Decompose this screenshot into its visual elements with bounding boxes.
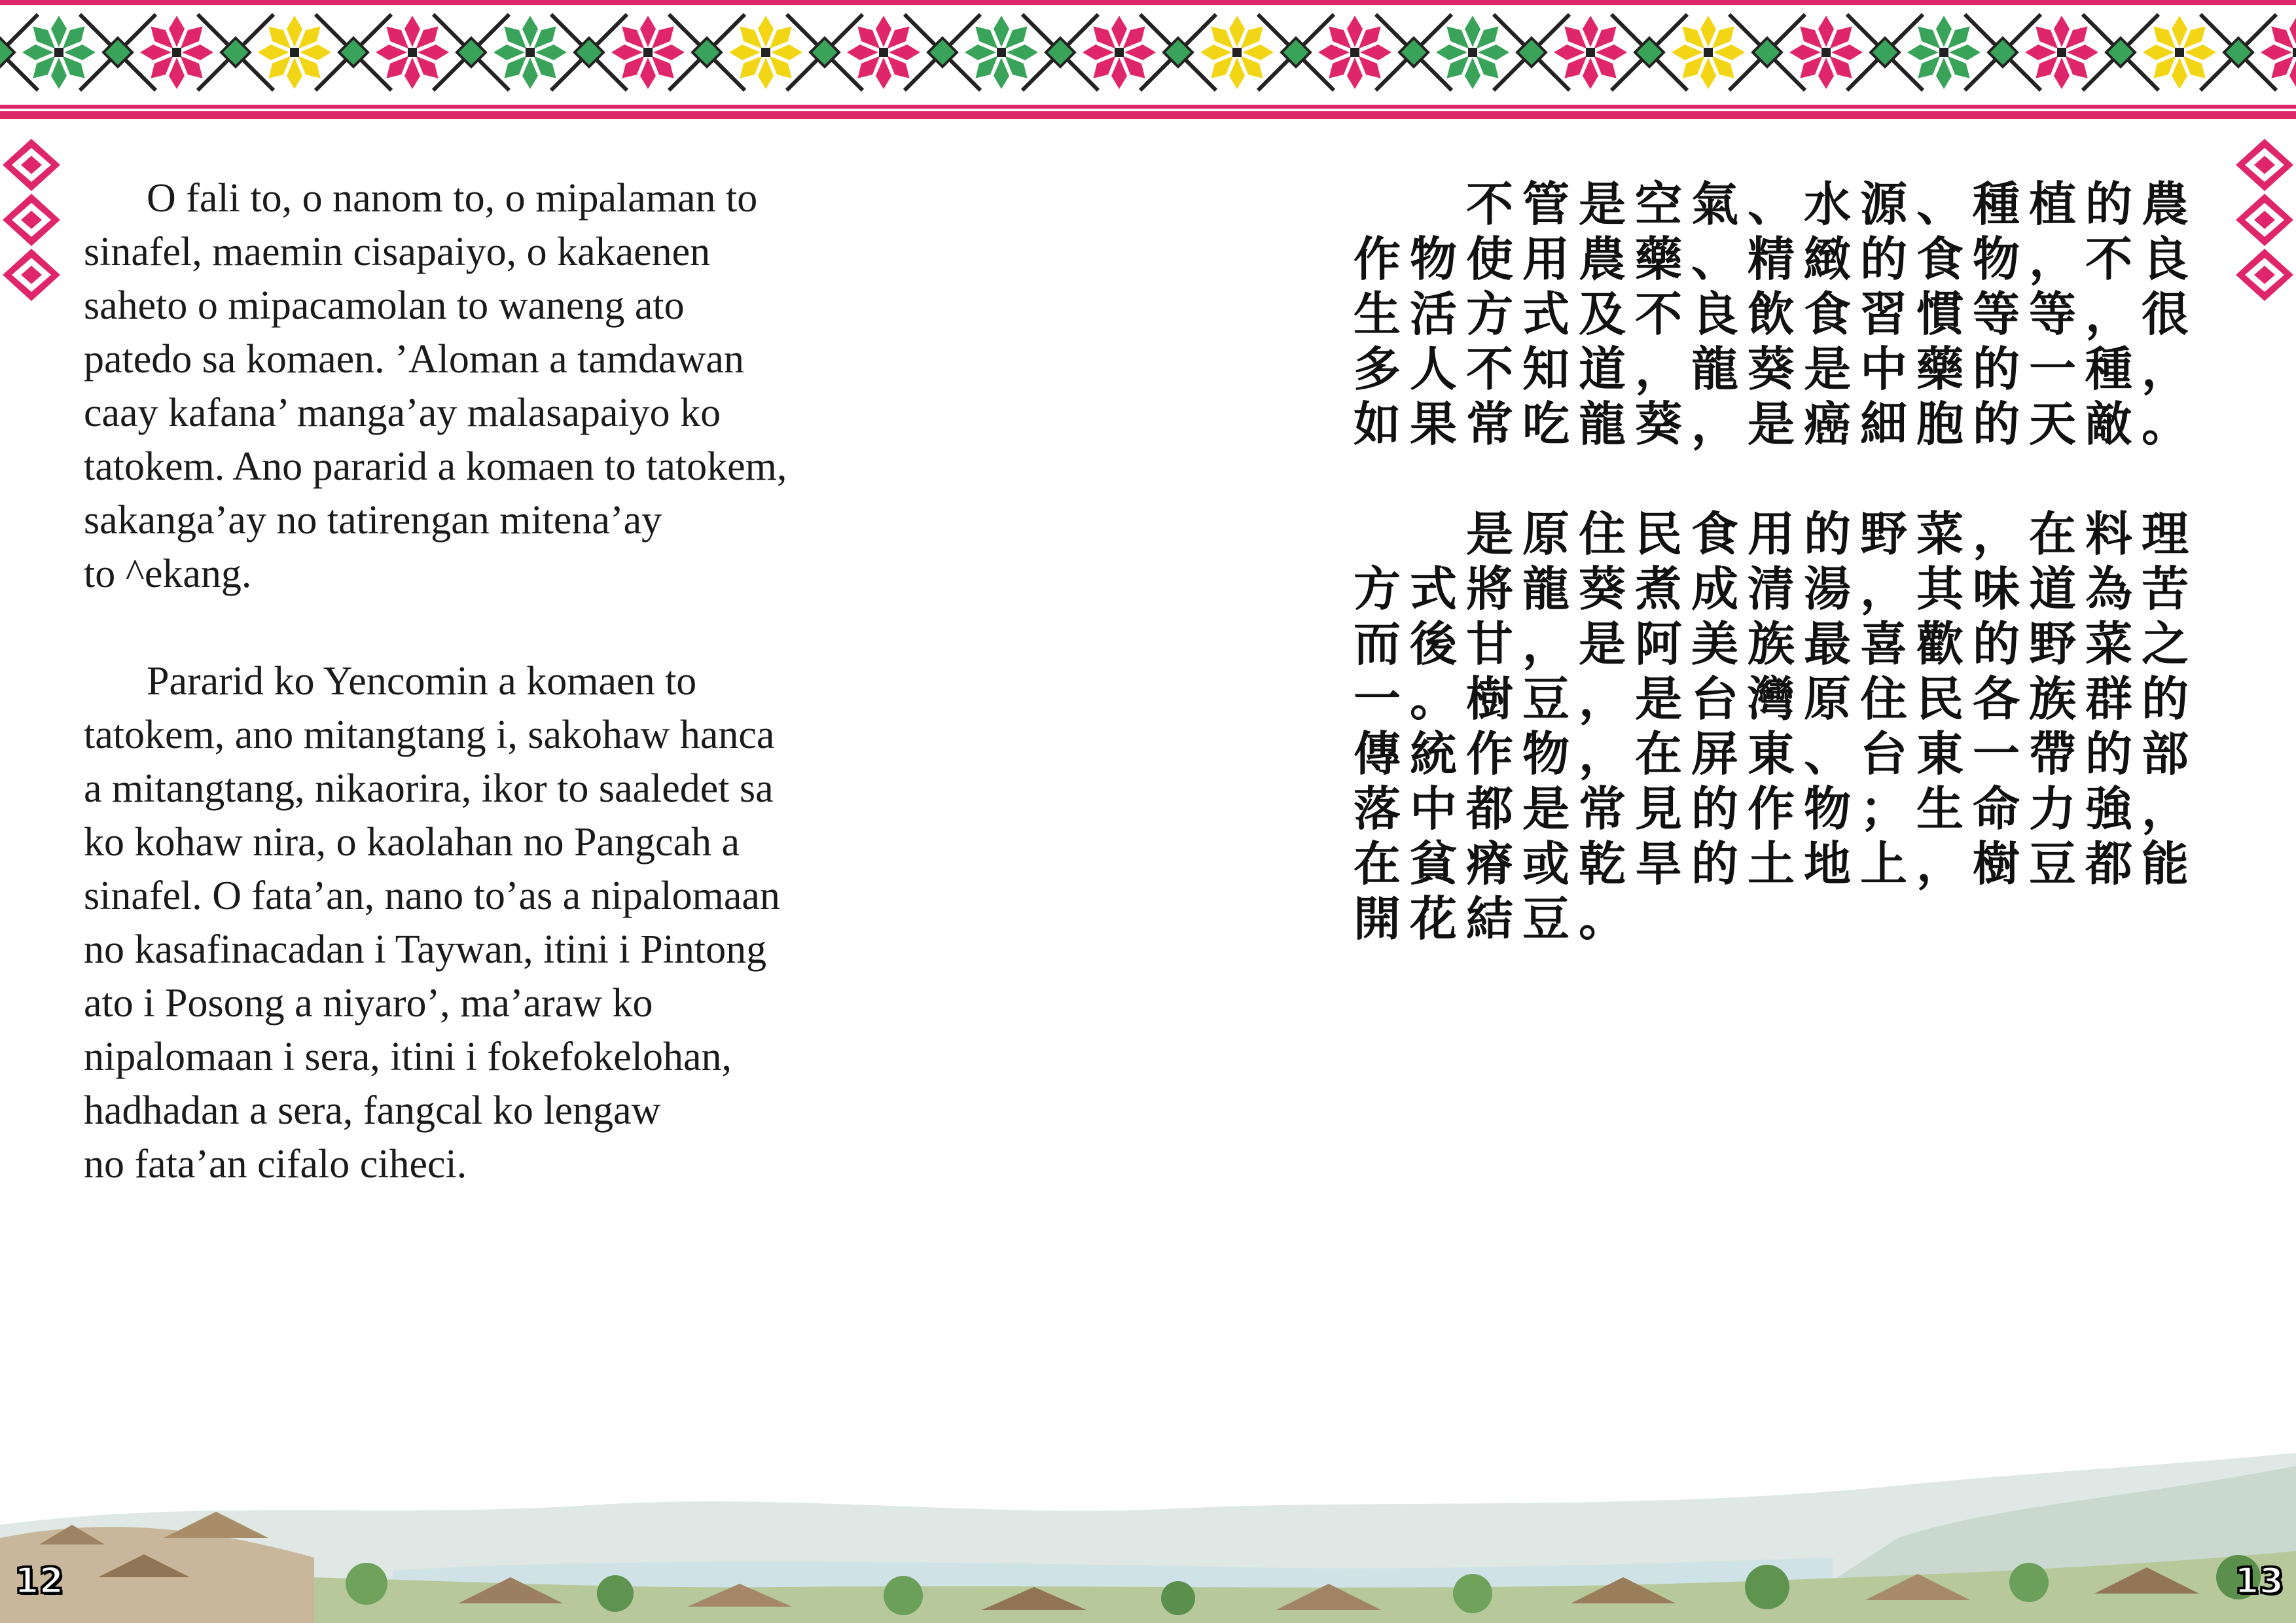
text-line: to ^ekang. [84, 552, 252, 596]
star-flower-icon [22, 16, 96, 89]
star-flower-icon [1789, 16, 1863, 89]
amis-paragraph-1 [84, 171, 935, 601]
village-landscape-illustration [0, 1427, 2296, 1623]
text-line: nipalomaan i sera, itini i fokefokelohan, [84, 1035, 732, 1079]
page-number-right: 13 [2234, 1560, 2284, 1601]
star-flower-icon [1318, 16, 1391, 89]
right-page-text [1354, 177, 2217, 1001]
star-flower-icon [965, 16, 1038, 89]
text-line: 是原住民食用的野菜，在料理 [1466, 507, 2198, 562]
star-flower-icon [1436, 16, 1509, 89]
star-flower-icon [1200, 16, 1274, 89]
text-line: 如果常吃龍葵，是癌細胞的天敵。 [1354, 397, 2198, 452]
diamond-icon [2236, 194, 2293, 246]
star-flower-icon [1083, 16, 1156, 89]
star-flower-icon [847, 16, 920, 89]
page-number-left: 12 [14, 1560, 64, 1601]
diamond-icon [3, 249, 60, 301]
text-line: 落中都是常見的作物；生命力強， [1354, 781, 2198, 836]
chinese-paragraph-2 [1354, 507, 2217, 946]
left-page-text [84, 171, 935, 1245]
top-pattern-border [0, 0, 2296, 119]
text-line: no fata’an cifalo ciheci. [84, 1142, 467, 1186]
text-line: 在貧瘠或乾旱的土地上，樹豆都能 [1354, 836, 2198, 891]
star-flower-icon [140, 16, 213, 89]
text-line: a mitangtang, nikaorira, ikor to saaledet sa [84, 766, 774, 811]
star-flower-icon [376, 16, 449, 89]
star-flower-icon [729, 16, 802, 89]
flower-pattern-strip [0, 5, 2296, 105]
amis-paragraph-2 [84, 654, 935, 1191]
text-line: ko kohaw nira, o kaolahan no Pangcah a [84, 820, 740, 865]
text-line: 而後甘，是阿美族最喜歡的野菜之 [1354, 616, 2198, 671]
text-line: hadhadan a sera, fangcal ko lengaw [84, 1088, 661, 1133]
star-flower-icon [1554, 16, 1627, 89]
text-line: sakanga’ay no tatirengan mitena’ay [84, 498, 662, 543]
right-diamond-ornament [2231, 131, 2296, 314]
diamond-icon [3, 194, 60, 246]
text-line: sinafel. O fata’an, nano to’as a nipalomaan [84, 874, 780, 918]
star-flower-icon [1907, 16, 1981, 89]
text-line: Pararid ko Yencomin a komaen to [147, 659, 697, 704]
star-flower-icon [1672, 16, 1745, 89]
text-line: ato i Posong a niyaro’, ma’araw ko [84, 981, 653, 1026]
text-line: 不管是空氣、水源、種植的農 [1466, 177, 2198, 232]
chinese-paragraph-1 [1354, 177, 2217, 452]
left-diamond-ornament [0, 131, 65, 314]
diamond-icon [2236, 249, 2293, 301]
diamond-icon [3, 139, 60, 191]
border-bottom-stripe [0, 105, 2296, 119]
text-line: 多人不知道，龍葵是中藥的一種， [1354, 342, 2198, 397]
text-line: saheto o mipacamolan to waneng ato [84, 283, 685, 328]
text-line: 生活方式及不良飲食習慣等等，很 [1354, 287, 2198, 342]
text-line: 傳統作物，在屏東、台東一帶的部 [1354, 726, 2198, 781]
text-line: 一。樹豆，是台灣原住民各族群的 [1354, 671, 2198, 726]
text-line: 開花結豆。 [1354, 891, 1636, 946]
text-line: patedo sa komaen. ’Aloman a tamdawan [84, 337, 744, 382]
text-line: 作物使用農藥、精緻的食物，不良 [1354, 232, 2198, 287]
diamond-icon [2236, 139, 2293, 191]
text-line: tatokem, ano mitangtang i, sakohaw hanca [84, 713, 775, 757]
star-flower-icon [493, 16, 567, 89]
border-top-stripe [0, 0, 2296, 5]
star-flower-icon [258, 16, 331, 89]
star-flower-icon [611, 16, 685, 89]
star-flower-icon [2025, 16, 2098, 89]
text-line: tatokem. Ano pararid a komaen to tatokem, [84, 444, 787, 489]
text-line: sinafel, maemin cisapaiyo, o kakaenen [84, 230, 711, 274]
text-line: caay kafana’ manga’ay malasapaiyo ko [84, 391, 721, 435]
text-line: 方式將龍葵煮成清湯，其味道為苦 [1354, 562, 2198, 616]
text-line: O fali to, o nanom to, o mipalaman to [147, 176, 758, 221]
star-flower-icon [2143, 16, 2216, 89]
text-line: no kasafinacadan i Taywan, itini i Pintong [84, 927, 767, 972]
